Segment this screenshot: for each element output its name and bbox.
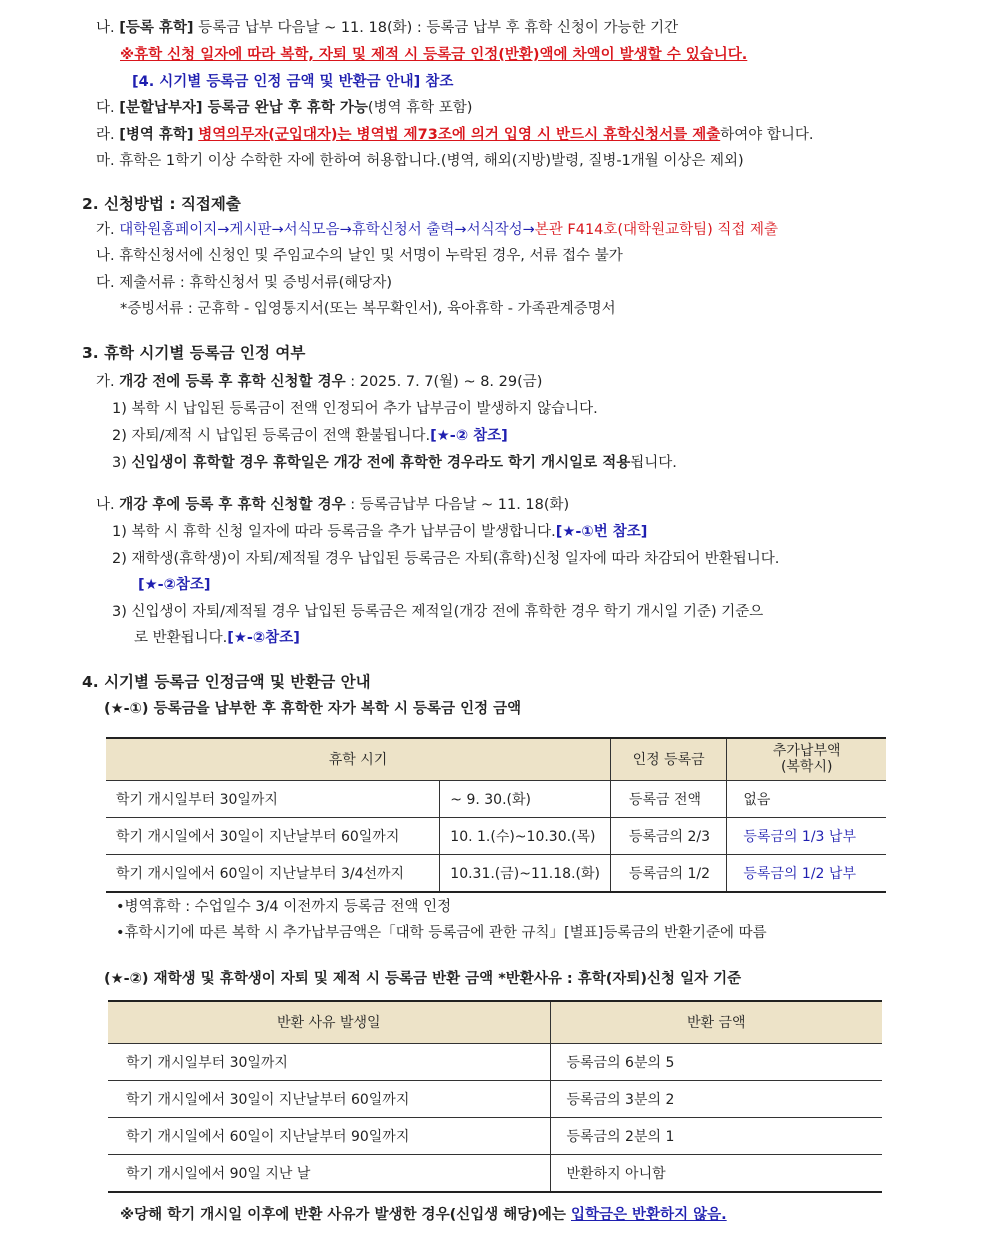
s3-ga-2: 2) 자퇴/제적 시 납입된 등록금이 전액 환불됩니다.[★-② 참조] [112, 428, 508, 444]
s3-na-2-ref: [★-②참조] [138, 577, 211, 593]
table-row: 학기 개시일부터 30일까지 ~ 9. 30.(화) 등록금 전액 없음 [106, 780, 886, 817]
section-2-title: 2. 신청방법 : 직접제출 [82, 195, 241, 213]
s2-item-ga: 가. 대학원홈페이지→게시판→서식모음→휴학신청서 출력→서식작성→본관 F414호(대학원교학팀) 직접 제출 [96, 222, 779, 238]
table-header-row [106, 738, 886, 780]
header-additional: 추가납부액 (복학시) [727, 738, 886, 780]
header-period: 휴학 시기 [106, 738, 610, 780]
s2-item-da: 다. 제출서류 : 휴학신청서 및 증빙서류(해당자) [96, 275, 392, 291]
final-note: ※당해 학기 개시일 이후에 반환 사유가 발생한 경우(신입생 해당)에는 입학금은 반환하지 않음. [120, 1207, 727, 1223]
s4-note-2: •휴학시기에 따른 복학 시 추가납부금액은「대학 등록금에 관한 규칙」[별표]등록금의 반환기준에 따름 [116, 925, 767, 941]
s3-na-3: 3) 신입생이 자퇴/제적될 경우 납입된 등록금은 제적일(개강 전에 휴학한 경우 학기 개시일 기준) 기준으 [112, 604, 764, 620]
s4-subtitle-2: (★-②) 재학생 및 휴학생이 자퇴 및 제적 시 등록금 반환 금액 *반환사유 : 휴학(자퇴)신청 일자 기준 [104, 971, 742, 987]
s3-na-2: 2) 재학생(휴학생)이 자퇴/제적될 경우 납입된 등록금은 자퇴(휴학)신청 일자에 따라 차감되어 반환됩니다. [112, 551, 780, 567]
s3-ga-3: 3) 신입생이 휴학할 경우 휴학일은 개강 전에 휴학한 경우라도 학기 개시일로 적용됩니다. [112, 455, 677, 471]
s2-item-na: 나. 휴학신청서에 신청인 및 주임교수의 날인 및 서명이 누락된 경우, 서류 접수 불가 [96, 248, 623, 264]
refund-amount-table [108, 1000, 882, 1193]
section-4-title: 4. 시기별 등록금 인정금액 및 반환금 안내 [82, 673, 371, 691]
s2-note: *증빙서류 : 군휴학 - 입영통지서(또는 복무확인서), 육아휴학 - 가족관계증명서 [120, 301, 616, 317]
s3-ga-1: 1) 복학 시 납입된 등록금이 전액 인정되어 추가 납부금이 발생하지 않습니다. [112, 401, 598, 417]
s1-item-ma: 마. 휴학은 1학기 이상 수학한 자에 한하여 허용합니다.(병역, 해외(지방)발령, 질병-1개월 이상은 제외) [96, 153, 744, 169]
section-3-title: 3. 휴학 시기별 등록금 인정 여부 [82, 344, 306, 362]
table-row: 학기 개시일에서 30일이 지난날부터 60일까지 등록금의 3분의 2 [108, 1080, 882, 1117]
s3-item-na: 나. 개강 후에 등록 후 휴학 신청할 경우 : 등록금납부 다음날 ~ 11. 18(화) [96, 497, 570, 513]
s1-item-da: 다. [분할납부자] 등록금 완납 후 휴학 가능(병역 휴학 포함) [96, 100, 473, 116]
s4-subtitle-1: (★-①) 등록금을 납부한 후 휴학한 자가 복학 시 등록금 인정 금액 [104, 701, 522, 717]
table-row: 학기 개시일에서 60일이 지난날부터 3/4선까지 10.31.(금)~11.18.(화) 등록금의 1/2 등록금의 1/2 납부 [106, 854, 886, 892]
s3-na-1: 1) 복학 시 휴학 신청 일자에 따라 등록금을 추가 납부금이 발생합니다.[★-①번 참조] [112, 524, 648, 540]
tag: [등록 휴학] [119, 20, 194, 36]
table-header-row: 반환 사유 발생일 반환 금액 [108, 1001, 882, 1043]
header-recognized: 인정 등록금 [610, 738, 726, 780]
s3-na-3-cont: 로 반환됩니다.[★-②참조] [134, 630, 300, 646]
table-row: 학기 개시일에서 90일 지난 날 반환하지 아니함 [108, 1154, 882, 1192]
s4-note-1: •병역휴학 : 수업일수 3/4 이전까지 등록금 전액 인정 [116, 899, 452, 915]
s1-item-ra: 라. [병역 휴학] 병역의무자(군입대자)는 병역법 제73조에 의거 입영 시 반드시 휴학신청서를 제출하여야 합니다. [96, 127, 814, 143]
s1-warning: ※휴학 신청 일자에 따라 복학, 자퇴 및 제적 시 등록금 인정(반환)액에 차액이 발생할 수 있습니다. [120, 47, 748, 63]
refund-recognition-table [106, 737, 886, 893]
table-row: 학기 개시일부터 30일까지 등록금의 6분의 5 [108, 1043, 882, 1080]
table-row: 학기 개시일에서 60일이 지난날부터 90일까지 등록금의 2분의 1 [108, 1117, 882, 1154]
table-row: 학기 개시일에서 30일이 지난날부터 60일까지 10. 1.(수)~10.30.(목) 등록금의 2/3 등록금의 1/3 납부 [106, 817, 886, 854]
s1-item-na: 나. [등록 휴학] 등록금 납부 다음날 ~ 11. 18(화) : 등록금 납부 후 휴학 신청이 가능한 기간 [96, 20, 679, 36]
s1-reference: [4. 시기별 등록금 인정 금액 및 반환금 안내] 참조 [132, 74, 454, 90]
s3-item-ga: 가. 개강 전에 등록 후 휴학 신청할 경우 : 2025. 7. 7(월) ~ 8. 29(금) [96, 374, 543, 390]
